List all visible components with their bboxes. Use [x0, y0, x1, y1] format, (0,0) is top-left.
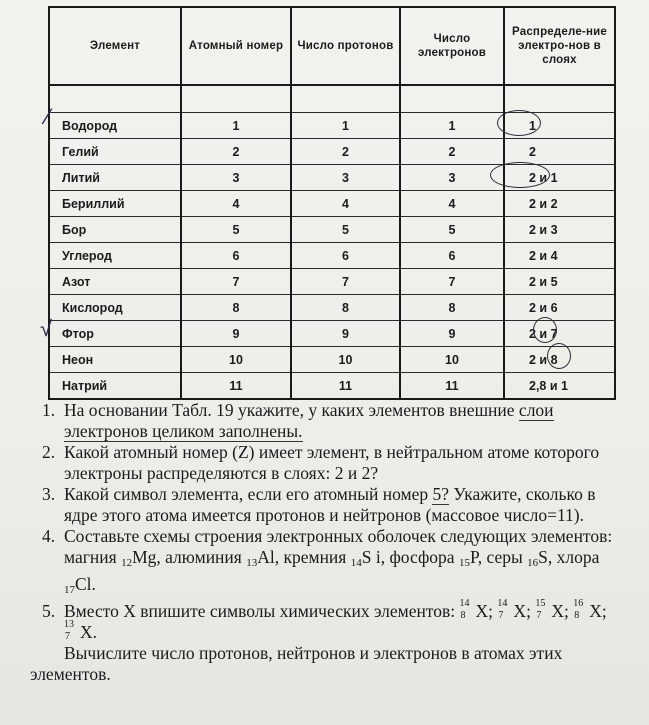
element-word: , алюминия [156, 547, 247, 567]
punctuation: . [92, 622, 98, 642]
atomic-subscript: 13 [246, 557, 258, 569]
question-text: Составьте схемы строения электронных оболочек следующих элементов: [64, 526, 613, 546]
header-atomic-number: Атомный номер [181, 7, 291, 85]
header-element: Элемент [49, 7, 181, 85]
electron-count: 8 [400, 295, 504, 321]
question-number: 1. [42, 400, 56, 420]
mass-number: 14 [459, 598, 470, 609]
separator: ; [563, 601, 574, 621]
table-row [49, 243, 615, 269]
atomic-number: 7 [498, 610, 504, 621]
element-symbol: Cl [75, 574, 92, 594]
table-row [49, 191, 615, 217]
mass-number: 13 [64, 619, 74, 630]
element-name: Литий [49, 165, 181, 191]
proton-count: 2 [291, 139, 400, 165]
atomic-number: 4 [181, 191, 291, 217]
underlined-phrase: слои электронов целиком заполнены. [64, 400, 554, 441]
isotope-symbol: X [475, 601, 489, 621]
question-4 [30, 526, 620, 601]
atomic-number: 5 [181, 217, 291, 243]
element-name: Кислород [49, 295, 181, 321]
element-name: Гелий [49, 139, 181, 165]
atomic-subscript: 16 [527, 557, 539, 569]
questions-list [30, 400, 620, 685]
table-row [49, 217, 615, 243]
separator: ; [488, 601, 498, 621]
mass-number: 15 [535, 598, 546, 609]
atomic-number: 8 [181, 295, 291, 321]
question-text: Вместо X впишите символы химических элементов: [64, 601, 460, 621]
element-name: Неон [49, 347, 181, 373]
electron-count: 5 [400, 217, 504, 243]
proton-count: 7 [291, 269, 400, 295]
proton-count: 1 [291, 113, 400, 139]
electron-count: 9 [400, 321, 504, 347]
atomic-subscript: 14 [350, 557, 362, 569]
element-name: Бор [49, 217, 181, 243]
atomic-number: 7 [181, 269, 291, 295]
question-text: Какой символ элемента, если его атомный номер [64, 484, 433, 504]
question-3 [30, 484, 620, 526]
mass-number: 16 [573, 598, 584, 609]
atomic-subscript: 17 [64, 584, 75, 596]
atomic-number: 9 [181, 321, 291, 347]
pen-tick-neon-icon: √ [40, 316, 53, 341]
electron-count: 7 [400, 269, 504, 295]
table-row [49, 139, 615, 165]
underlined-number: 5? [432, 484, 450, 504]
question-number: 4. [42, 526, 56, 546]
element-word: , серы [477, 547, 528, 567]
atomic-number: 8 [460, 610, 466, 621]
electron-distribution: 2 [504, 139, 615, 165]
electron-count: 4 [400, 191, 504, 217]
atomic-subscript: 12 [121, 557, 133, 569]
proton-count: 4 [291, 191, 400, 217]
punctuation: . [91, 574, 96, 594]
element-name: Бериллий [49, 191, 181, 217]
atomic-number: 11 [181, 373, 291, 400]
electron-count: 1 [400, 113, 504, 139]
isotope-symbol: X [80, 622, 93, 642]
table-header-row [49, 7, 615, 85]
element-word: магния [64, 547, 122, 567]
question-number: 2. [42, 442, 56, 462]
atomic-number: 7 [536, 610, 542, 621]
proton-count: 3 [291, 165, 400, 191]
element-symbol: Al [257, 547, 275, 567]
question-text-cont: Укажите, сколько в ядре этого атома имеется протонов и нейтронов (массовое число=11). [64, 484, 596, 525]
closing-instruction: Вычислите число протонов, нейтронов и электронов в атомах этих элементов. [30, 643, 563, 684]
header-protons: Число протонов [291, 7, 400, 85]
table-row [49, 321, 615, 347]
isotope-notation [573, 598, 589, 621]
element-symbol: S [538, 547, 548, 567]
element-word: , фосфора [380, 547, 459, 567]
isotope-symbol: X [551, 601, 564, 621]
atomic-number: 8 [574, 610, 580, 621]
isotope-notation [64, 619, 80, 642]
element-word: , кремния [274, 547, 351, 567]
table-spacer-row [49, 85, 615, 113]
question-number: 5. [42, 601, 56, 621]
electron-distribution: 2 и 2 [504, 191, 615, 217]
proton-count: 5 [291, 217, 400, 243]
electron-count: 10 [400, 347, 504, 373]
element-name: Фтор [49, 321, 181, 347]
atomic-number: 10 [181, 347, 291, 373]
element-symbol: S i [361, 547, 381, 567]
question-text: На основании Табл. 19 укажите, у каких элементов внешние [64, 400, 519, 420]
element-word: , хлора [547, 547, 600, 567]
element-name: Водород [49, 113, 181, 139]
proton-count: 8 [291, 295, 400, 321]
electron-count: 3 [400, 165, 504, 191]
separator: ; [601, 601, 607, 621]
pen-tick-helium-icon: ⁄ [46, 104, 50, 129]
element-name: Углерод [49, 243, 181, 269]
isotope-notation [459, 598, 476, 621]
atomic-number: 3 [181, 165, 291, 191]
isotope-symbol: X [513, 601, 527, 621]
question-5 [30, 598, 620, 643]
table-row [49, 269, 615, 295]
proton-count: 6 [291, 243, 400, 269]
proton-count: 9 [291, 321, 400, 347]
electron-distribution: 2 и 1 [504, 165, 615, 191]
electron-count: 11 [400, 373, 504, 400]
isotope-symbol: X [589, 601, 602, 621]
table-row [49, 165, 615, 191]
electron-distribution: 2 и 3 [504, 217, 615, 243]
electron-distribution: 2 и 6 [504, 295, 615, 321]
proton-count: 10 [291, 347, 400, 373]
element-symbol: Mg [132, 547, 157, 567]
header-distribution: Распределе-ние электро-нов в слоях [504, 7, 615, 85]
isotope-notation [535, 598, 551, 621]
elements-table [48, 6, 616, 400]
proton-count: 11 [291, 373, 400, 400]
electron-distribution: 2 и 8 [504, 347, 615, 373]
question-number: 3. [42, 484, 56, 504]
electron-distribution: 2 и 4 [504, 243, 615, 269]
header-electrons: Число электронов [400, 7, 504, 85]
atomic-number: 6 [181, 243, 291, 269]
isotope-notation [497, 598, 513, 621]
question-2 [30, 442, 620, 484]
question-1 [30, 400, 620, 442]
element-name: Натрий [49, 373, 181, 400]
electron-count: 6 [400, 243, 504, 269]
element-name: Азот [49, 269, 181, 295]
atomic-number: 2 [181, 139, 291, 165]
element-symbol: P [469, 547, 478, 567]
atomic-number: 7 [65, 631, 70, 642]
electron-distribution: 2 и 7 [504, 321, 615, 347]
table-row [49, 373, 615, 400]
mass-number: 14 [497, 598, 508, 609]
atomic-number: 1 [181, 113, 291, 139]
separator: ; [526, 601, 536, 621]
electron-count: 2 [400, 139, 504, 165]
electron-distribution: 2,8 и 1 [504, 373, 615, 400]
table-row [49, 295, 615, 321]
table-row [49, 113, 615, 139]
table-row [49, 347, 615, 373]
atomic-subscript: 15 [458, 557, 470, 569]
electron-distribution: 1 [504, 113, 615, 139]
question-text: Какой атомный номер (Z) имеет элемент, в нейтральном атоме которого электроны распределяются в слоях: 2 и 2? [64, 442, 600, 483]
electron-distribution: 2 и 5 [504, 269, 615, 295]
